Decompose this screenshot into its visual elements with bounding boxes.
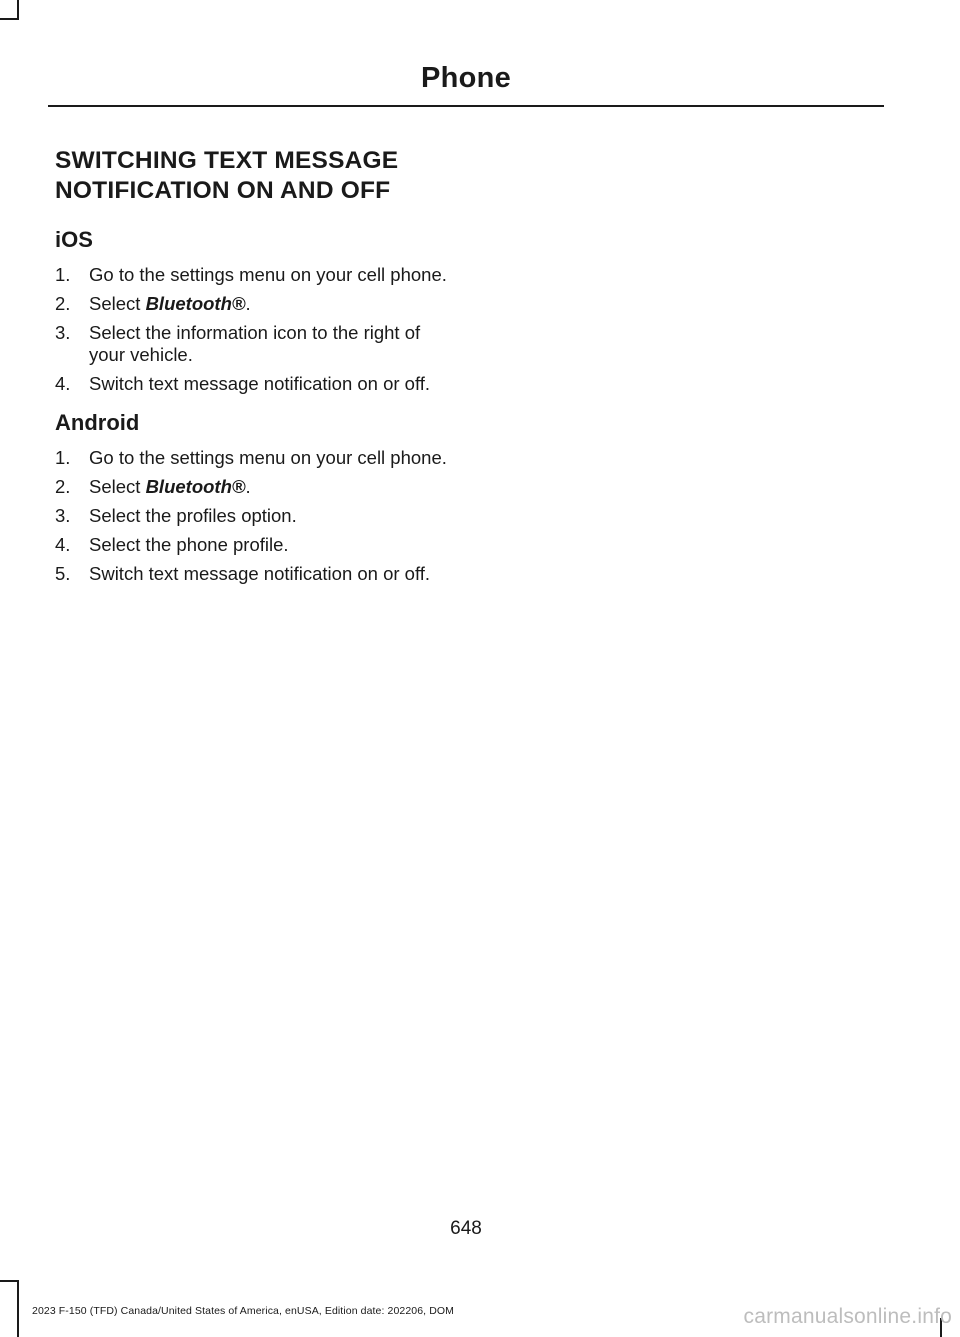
- step-number: 3.: [55, 505, 71, 526]
- page-header-title: Phone: [420, 62, 512, 94]
- list-item: [55, 563, 455, 585]
- step-text: Select the profiles option.: [89, 505, 297, 526]
- step-text-prefix: Select: [89, 293, 146, 314]
- step-number: 2.: [55, 476, 71, 497]
- page-number: 648: [450, 1218, 482, 1239]
- step-number: 1.: [55, 447, 71, 468]
- list-item: [55, 264, 455, 286]
- crop-mark-bottom-left-vertical: [17, 1280, 19, 1337]
- step-text: Go to the settings menu on your cell phone.: [89, 264, 447, 285]
- step-number: 4.: [55, 534, 71, 555]
- step-number: 5.: [55, 563, 71, 584]
- section-heading-line-2: NOTIFICATION ON AND OFF: [55, 177, 391, 204]
- list-item: [55, 534, 455, 556]
- step-text-suffix: .: [245, 476, 251, 497]
- list-item: [55, 322, 455, 366]
- page-content: [55, 146, 455, 592]
- crop-mark-top-left-horizontal: [0, 18, 19, 20]
- bluetooth-term: Bluetooth®: [145, 476, 246, 497]
- edition-footer: 2023 F-150 (TFD) Canada/United States of America, enUSA, Edition date: 202206, DOM: [32, 1305, 454, 1317]
- step-text: Select the information icon to the right of your vehicle.: [89, 322, 421, 365]
- list-item: [55, 293, 455, 315]
- crop-mark-bottom-left-horizontal: [0, 1280, 19, 1282]
- android-heading: Android: [55, 410, 140, 435]
- step-number: 1.: [55, 264, 71, 285]
- bluetooth-term: Bluetooth®: [145, 293, 246, 314]
- watermark: carmanualsonline.info: [743, 1305, 952, 1328]
- list-item: [55, 373, 455, 395]
- ios-heading: iOS: [55, 227, 93, 252]
- step-text: Switch text message notification on or off.: [89, 373, 431, 394]
- step-text: Go to the settings menu on your cell phone.: [89, 447, 447, 468]
- section-heading-line-1: SWITCHING TEXT MESSAGE: [55, 147, 399, 174]
- list-item: [55, 447, 455, 469]
- android-steps-list: [55, 447, 455, 585]
- section-heading: [55, 146, 455, 206]
- crop-mark-top-left-vertical: [17, 0, 19, 20]
- header-divider: [48, 105, 884, 107]
- ios-steps-list: [55, 264, 455, 395]
- step-number: 4.: [55, 373, 71, 394]
- step-text: Select the phone profile.: [89, 534, 289, 555]
- step-text-suffix: .: [245, 293, 251, 314]
- list-item: [55, 505, 455, 527]
- step-text: Switch text message notification on or off.: [89, 563, 431, 584]
- step-number: 2.: [55, 293, 71, 314]
- step-text-prefix: Select: [89, 476, 146, 497]
- list-item: [55, 476, 455, 498]
- step-number: 3.: [55, 322, 71, 343]
